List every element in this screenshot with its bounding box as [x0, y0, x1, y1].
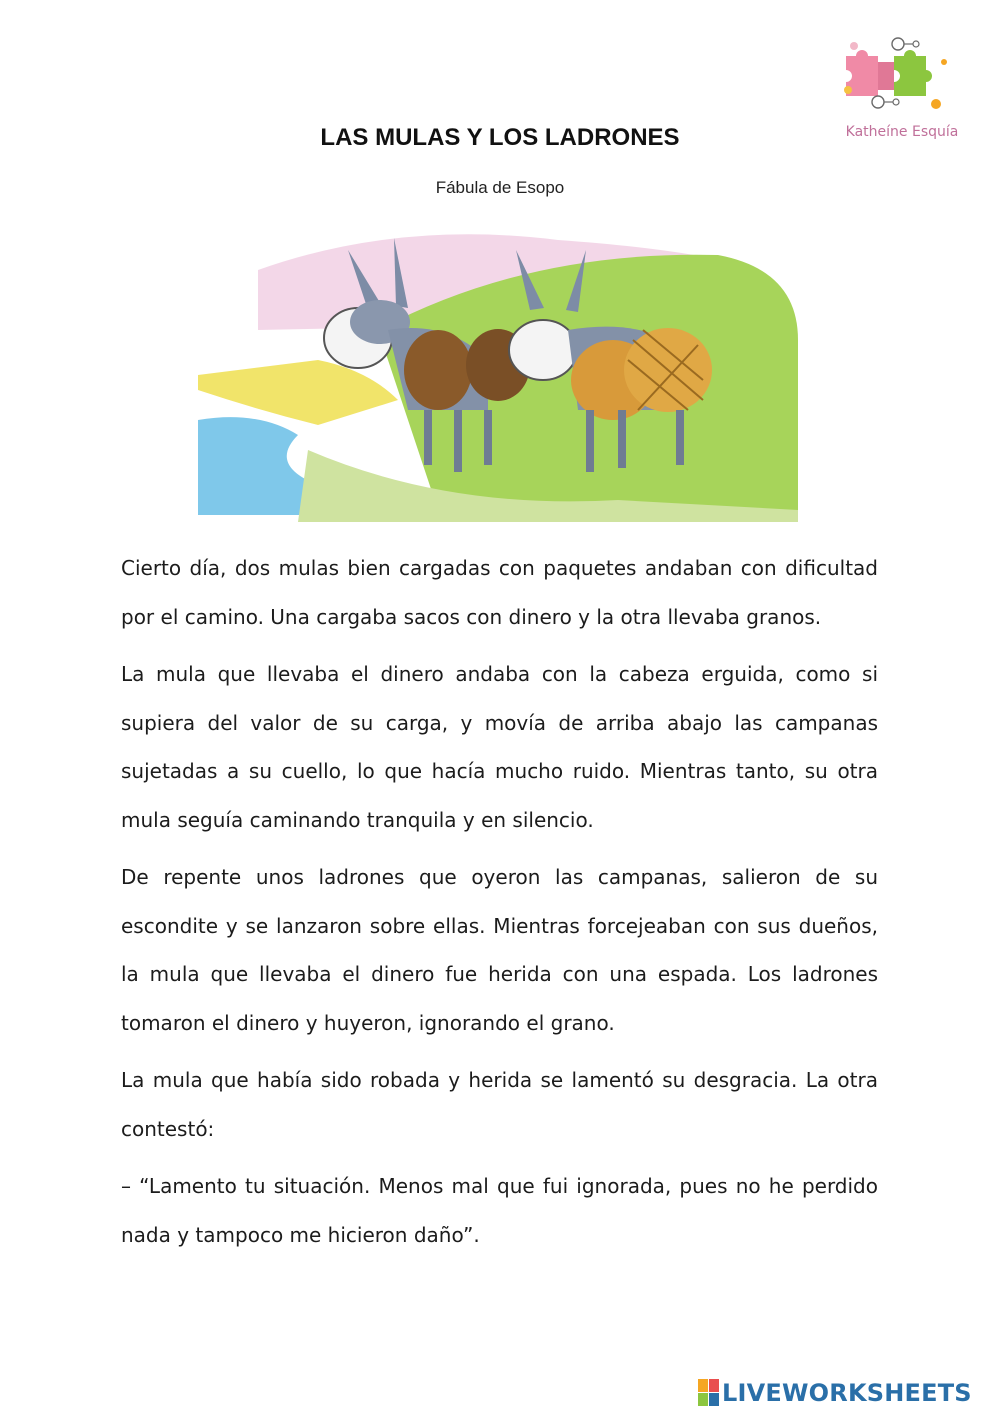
liveworksheets-badge-icon [698, 1379, 720, 1407]
mules-illustration [198, 210, 802, 522]
author-name: Katheíne Esquía [845, 124, 959, 140]
worksheet-subtitle: Fábula de Esopo [435, 178, 565, 197]
yellow-field [198, 360, 398, 425]
footer-brand: LIVEWORKSHEETS [722, 1379, 972, 1407]
story-paragraph: La mula que llevaba el dinero andaba con la cabeza erguida, como si supiera del valor de su carga, y movía de arriba abajo las campanas sujetadas a su cuello, lo que hacía mucho ruido. Mientras tanto, su otra mula seguía caminando tranquila y en silencio. [121, 662, 878, 832]
story-paragraph: Cierto día, dos mulas bien cargadas con paquetes andaban con dificultad por el camino. Una cargaba sacos con dinero y la otra llevaba granos. [121, 556, 878, 629]
story-paragraph: – “Lamento tu situación. Menos mal que fui ignorada, pues no he perdido nada y tampoco me hicieron daño”. [121, 1174, 878, 1247]
worksheet-title: LAS MULAS Y LOS LADRONES [320, 124, 680, 151]
story-paragraph: La mula que había sido robada y herida se lamentó su desgracia. La otra contestó: [121, 1068, 878, 1141]
story-text [121, 544, 878, 1268]
puzzle-icon [832, 32, 972, 124]
liveworksheets-logo[interactable] [698, 1376, 994, 1410]
story-paragraph: De repente unos ladrones que oyeron las campanas, salieron de su escondite y se lanzaron sobre ellas. Mientras forcejeaban con sus dueños, la mula que llevaba el dinero fue herida con una espada. Los ladrones tomaron el dinero y huyeron, ignorando el grano. [121, 865, 878, 1035]
